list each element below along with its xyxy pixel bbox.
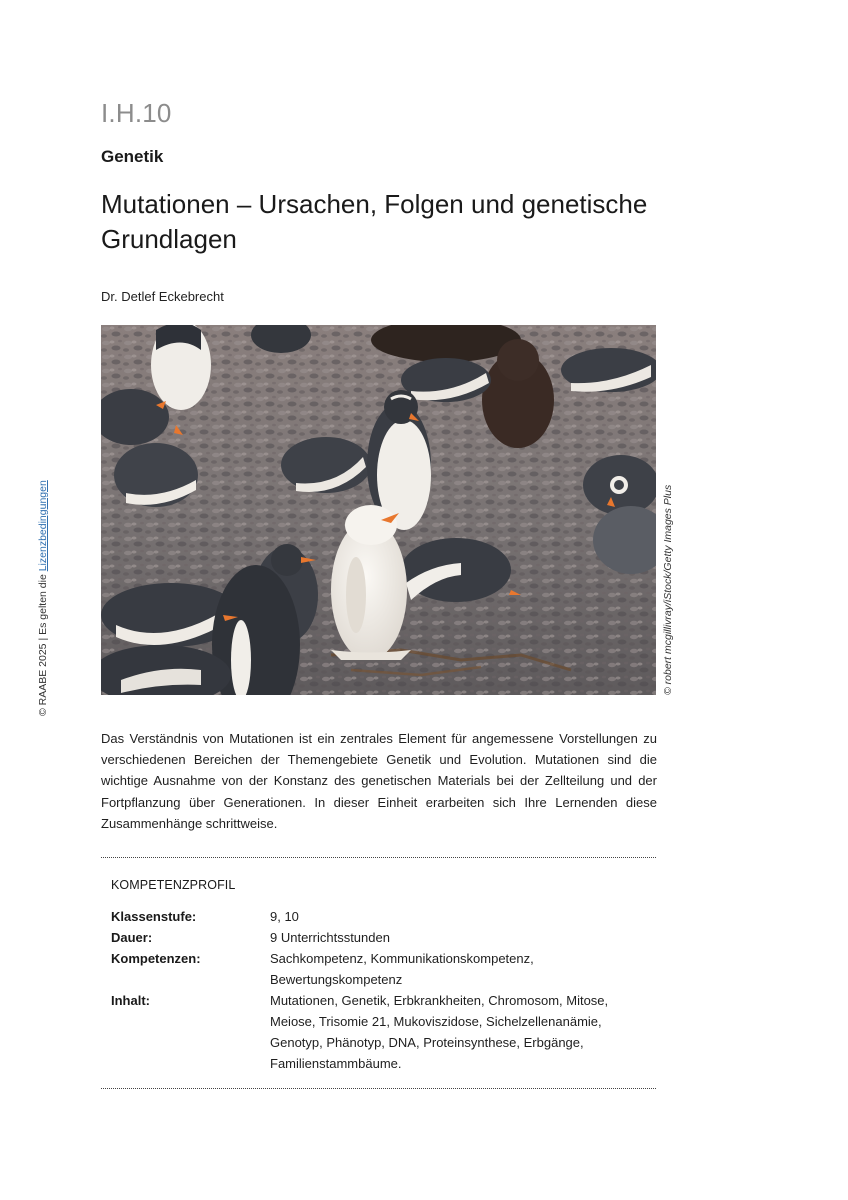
profile-label: Dauer: [111, 930, 153, 945]
subject-label: Genetik [101, 147, 164, 166]
profile-value: Mutationen, Genetik, Erbkrankheiten, Chromosom, Mitose, Meiose, Trisomie 21, Mukoviszidose, Sichelzellenanämie, Genotyp, Phänotyp, DNA, Proteinsynthese, Erbgänge, Familienstammbäume. [270, 993, 609, 1071]
cover-photo [101, 325, 656, 695]
penguin-photo-illustration [101, 325, 656, 695]
intro-paragraph: Das Verständnis von Mutationen ist ein zentrales Element für angemessene Vorstellungen zu verschiedenen Bereichen der Themengebiete Genetik und Evolution. Mutationen sind die wichtige Ausnahme von der Konstanz des genetischen Materials bei der Zellteilung und der Fortpflanzung über Generationen. In dieser Einheit erarbeiten sich Ihre Lernenden diese Zusammenhänge schrittweise. [101, 731, 657, 831]
profile-row-grade [111, 906, 631, 927]
profile-value: 9, 10 [270, 909, 299, 924]
profile-row-duration [111, 927, 631, 948]
profile-label: Klassenstufe: [111, 909, 197, 924]
profile-value: 9 Unterrichtsstunden [270, 930, 390, 945]
competence-profile-table [111, 906, 631, 1074]
license-prefix: © RAABE 2025 | Es gelten die [37, 571, 49, 716]
author-name: Dr. Detlef Eckebrecht [101, 289, 224, 304]
unit-code: I.H.10 [101, 98, 172, 128]
competence-profile-heading: KOMPETENZPROFIL [111, 878, 236, 892]
profile-label: Kompetenzen: [111, 951, 201, 966]
dotted-divider-bottom [101, 1088, 656, 1089]
page-title: Mutationen – Ursachen, Folgen und genetische Grundlagen [101, 189, 648, 254]
dotted-divider-top [101, 857, 656, 858]
profile-row-competences [111, 948, 631, 990]
profile-row-content [111, 990, 631, 1074]
profile-value: Sachkompetenz, Kommunikationskompetenz, Bewertungskompetenz [270, 951, 534, 987]
license-notice [37, 480, 49, 716]
profile-label: Inhalt: [111, 993, 150, 1008]
license-terms-link[interactable]: Lizenzbedingungen [37, 480, 49, 572]
photo-credit: © robert mcgillivray/iStock/Getty Images Plus [662, 484, 674, 695]
